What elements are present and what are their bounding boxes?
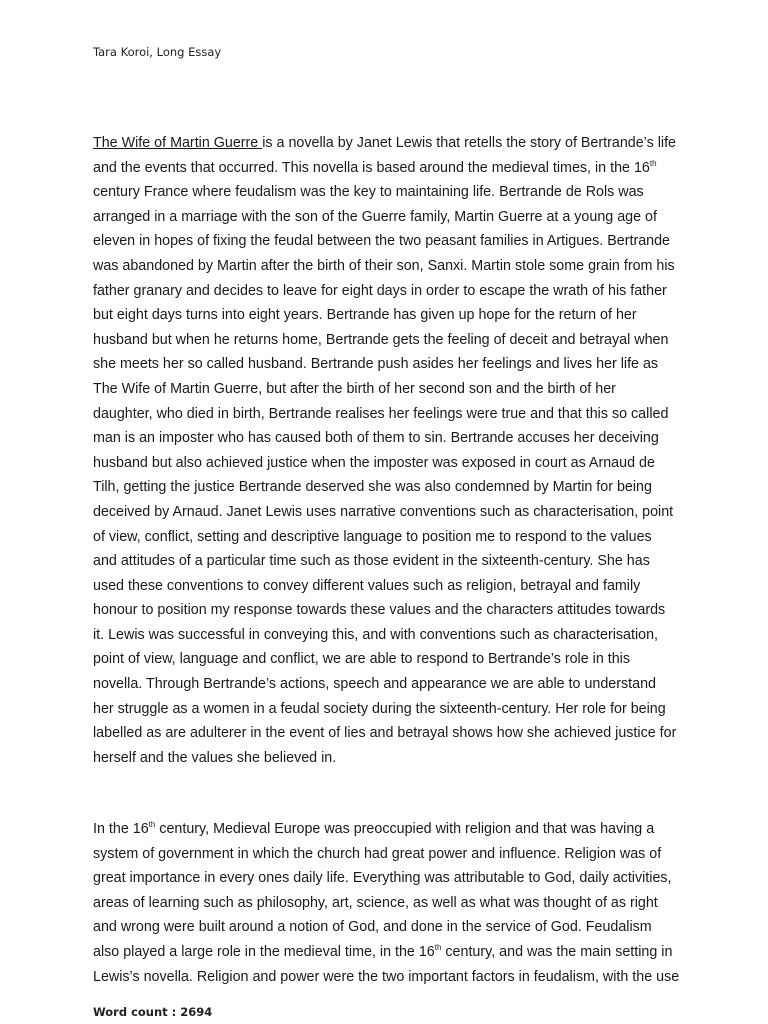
text-line: The Wife of Martin Guerre is a novella by Janet Lewis that retells the story of Bertrande’s life: [93, 135, 676, 151]
word-count: Word count : 2694: [93, 1005, 213, 1019]
text-line: arranged in a marriage with the son of the Guerre family, Martin Guerre at a young age of: [93, 208, 657, 225]
text-line: great importance in every ones daily life. Everything was attributable to God, daily activities,: [93, 870, 672, 887]
superscript: th: [434, 943, 442, 953]
text-line: also played a large role in the medieval time, in the 16th century, and was the main setting in: [93, 943, 673, 960]
paragraph-1: [93, 131, 693, 770]
text-line: of view, conflict, setting and descriptive language to position me to respond to the values: [93, 528, 652, 545]
novella-title: The Wife of Martin Guerre: [93, 135, 263, 151]
text-line: novella. Through Bertrande’s actions, speech and appearance we are able to understand: [93, 676, 656, 693]
text-line: Lewis’s novella. Religion and power were the two important factors in feudalism, with the use: [93, 968, 680, 985]
superscript: th: [148, 820, 156, 830]
text-line: and attitudes of a particular time such as those evident in the sixteenth-century. She has: [93, 553, 650, 570]
text-line: century France where feudalism was the key to maintaining life. Bertrande de Rols was: [93, 184, 644, 201]
text-line: labelled as are adulterer in the event of lies and betrayal shows how she achieved justice for: [93, 725, 677, 742]
text-line: but eight days turns into eight years. Bertrande has given up hope for the return of her: [93, 307, 637, 324]
text-line: and the events that occurred. This novella is based around the medieval times, in the 16th: [93, 158, 657, 176]
text-line: deceived by Arnaud. Janet Lewis uses narrative conventions such as characterisation, point: [93, 503, 674, 520]
text-line: daughter, who died in birth, Bertrande realises her feelings were true and that this so called: [93, 405, 669, 422]
text-line: herself and the values she believed in.: [93, 749, 337, 766]
text-line: point of view, language and conflict, we are able to respond to Bertrande’s role in this: [93, 651, 630, 668]
paragraph-2: [93, 817, 693, 989]
text-line: eleven in hopes of fixing the feudal between the two peasant families in Artigues. Bertrande: [93, 233, 671, 250]
text-line: In the 16th century, Medieval Europe was preoccupied with religion and that was having a: [93, 820, 655, 837]
text-line: her struggle as a women in a feudal society during the sixteenth-century. Her role for being: [93, 700, 666, 717]
document-header: Tara Koroi, Long Essay: [93, 45, 222, 59]
text-line: father granary and decides to leave for eight days in order to escape the wrath of his father: [93, 282, 667, 299]
text-line: system of government in which the church had great power and influence. Religion was of: [93, 845, 662, 862]
text-line: husband but also achieved justice when the imposter was exposed in court as Arnaud de: [93, 454, 655, 471]
superscript: th: [649, 158, 657, 168]
text-line: man is an imposter who has caused both of them to sin. Bertrande accuses her deceiving: [93, 430, 659, 447]
text-line: it. Lewis was successful in conveying this, and with conventions such as characterisation,: [93, 626, 659, 643]
text-line: was abandoned by Martin after the birth of their son, Sanxi. Martin stole some grain from his: [93, 257, 675, 274]
text-line: Tilh, getting the justice Bertrande deserved she was also condemned by Martin for being: [93, 479, 652, 496]
text-line: The Wife of Martin Guerre, but after the birth of her second son and the birth of her: [93, 380, 616, 397]
text-line: used these conventions to convey different values such as religion, betrayal and family: [93, 577, 641, 594]
text-line: areas of learning such as philosophy, art, science, as well as what was thought of as right: [93, 894, 658, 911]
text-line: honour to position my response towards these values and the characters attitudes towards: [93, 602, 666, 619]
text-line: and wrong were built around a notion of God, and done in the service of God. Feudalism: [93, 919, 652, 936]
text-line: she meets her so called husband. Bertrande push asides her feelings and lives her life as: [93, 356, 659, 373]
text-line: husband but when he returns home, Bertrande gets the feeling of deceit and betrayal when: [93, 331, 669, 348]
